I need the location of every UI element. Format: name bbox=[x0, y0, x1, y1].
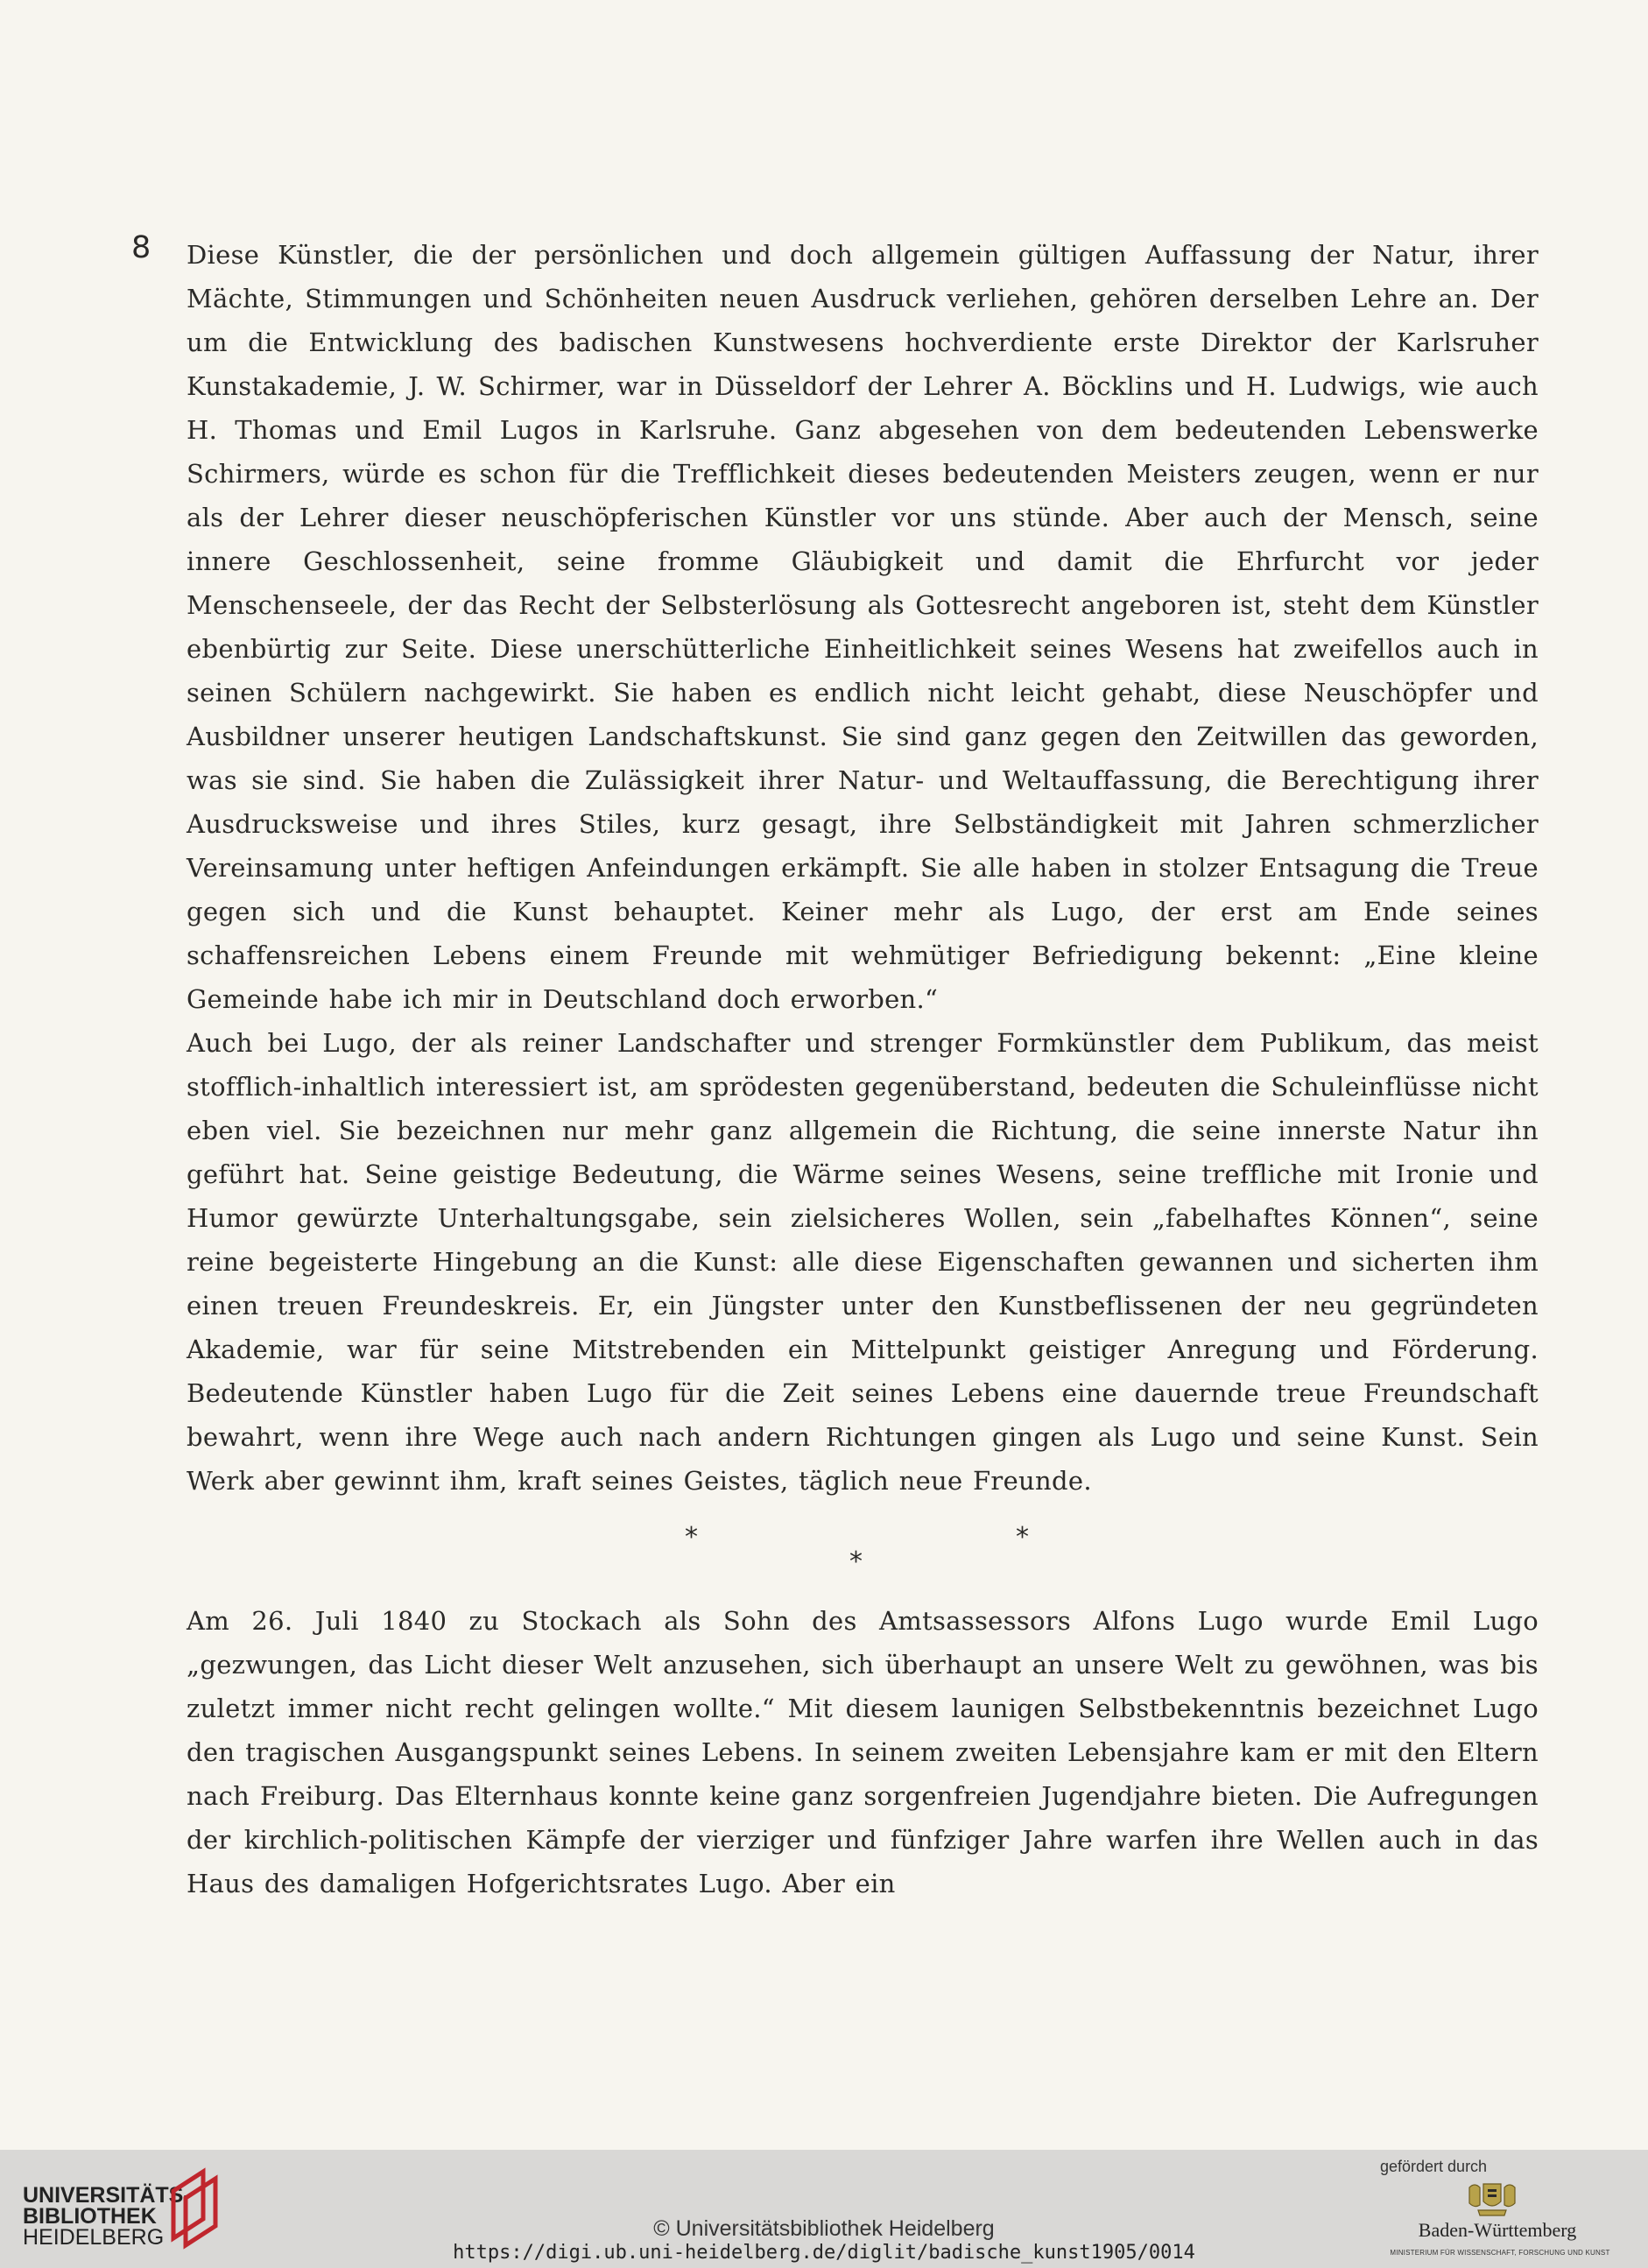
paragraph-2: Auch bei Lugo, der als reiner Landschafter und strenger Formkünstler dem Publikum, das meist stofflich-inhaltlich interessiert ist, am sprödesten gegenüberstand, bedeuten die Schuleinflüsse nicht eben viel. Sie bezeichnen nur mehr ganz allgemein die Richtung, die seine innerste Natur ihn geführt hat. Seine geistige Bedeutung, die Wärme seines Wesens, seine treffliche mit Ironie und Humor gewürzte Unterhaltungsgabe, sein zielsicheres Wollen, sein „fabelhaftes Können“, seine reine begeisterte Hingebung an die Kunst: alle diese Eigenschaften gewannen und sicherten ihm einen treuen Freundeskreis. Er, ein Jüngster unter den Kunstbeflissenen der neu gegründeten Akademie, war für seine Mitstrebenden ein Mittelpunkt geistiger Anregung und Förderung. Bedeutende Künstler haben Lugo für die Zeit seines Lebens eine dauernde treue Freundschaft bewahrt, wenn ihre Wege auch nach andern Richtungen gingen als Lugo und seine Kunst. Sein Werk aber gewinnt ihm, kraft seines Geistes, täglich neue Freunde. bbox=[187, 1028, 1539, 1496]
asterism-star-right: * bbox=[1016, 1522, 1029, 1553]
baden-wuerttemberg-crest-icon bbox=[1464, 2179, 1520, 2217]
funder-ministry: MINISTERIUM FÜR WISSENSCHAFT, FORSCHUNG UND KUNST bbox=[1390, 2249, 1610, 2257]
paragraph-3: Am 26. Juli 1840 zu Stockach als Sohn des Amtsassessors Alfons Lugo wurde Emil Lugo „gezwungen, das Licht dieser Welt anzusehen, sich überhaupt an unsere Welt zu gewöhnen, was bis zuletzt immer nicht recht gelingen wollte.“ Mit diesem launigen Selbstbekenntnis bezeichnet Lugo den tragischen Ausgangspunkt seines Lebens. In seinem zweiten Lebensjahre kam er mit den Eltern nach Freiburg. Das Elternhaus konnte keine ganz sorgenfreien Jugendjahre bieten. Die Aufregungen der kirchlich-politischen Kämpfe der vierziger und fünfziger Jahre warfen ihre Wellen auch in das Haus des damaligen Hofgerichtsrates Lugo. Aber ein bbox=[187, 1606, 1539, 1898]
body-text-section-1 bbox=[187, 233, 1539, 1503]
asterism-star-bottom: * bbox=[849, 1546, 863, 1577]
library-name-line-2: BIBLIOTHEK bbox=[23, 2204, 157, 2229]
funder-name: Baden-Württemberg bbox=[1418, 2219, 1577, 2241]
body-text-section-2 bbox=[187, 1599, 1539, 1905]
asterism-star-left: * bbox=[685, 1522, 698, 1553]
funded-by-label: gefördert durch bbox=[1380, 2158, 1488, 2175]
copyright-notice: © Universitätsbibliothek Heidelberg bbox=[653, 2216, 995, 2241]
library-name-line-3: HEIDELBERG bbox=[23, 2225, 165, 2250]
page-number: 8 bbox=[131, 230, 151, 265]
permalink-url[interactable]: https://digi.ub.uni-heidelberg.de/diglit/badische_kunst1905/0014 bbox=[453, 2242, 1195, 2264]
library-name-line-1: UNIVERSITÄTS- bbox=[23, 2183, 191, 2208]
paragraph-1: Diese Künstler, die der persönlichen und doch allgemein gültigen Auffassung der Natur, ihrer Mächte, Stimmungen und Schönheiten neuen Ausdruck verliehen, gehören derselben Lehre an. Der um die Entwicklung des badischen Kunstwesens hochverdiente erste Direktor der Karlsruher Kunstakademie, J. W. Schirmer, war in Düsseldorf der Lehrer A. Böcklins und H. Ludwigs, wie auch H. Thomas und Emil Lugos in Karlsruhe. Ganz abgesehen von dem bedeutenden Lebenswerke Schirmers, würde es schon für die Trefflichkeit dieses bedeutenden Meisters zeugen, wenn er nur als der Lehrer dieser neuschöpferischen Künstler vor uns stünde. Aber auch der Mensch, seine innere Geschlossenheit, seine fromme Gläubigkeit und damit die Ehrfurcht vor jeder Menschenseele, der das Recht der Selbsterlösung als Gottesrecht angeboren ist, steht dem Künstler ebenbürtig zur Seite. Diese unerschütterliche Einheitlichkeit seines Wesens hat zweifellos auch in seinen Schülern nachgewirkt. Sie haben es endlich nicht leicht gehabt, diese Neuschöpfer und Ausbildner unserer heutigen Landschaftskunst. Sie sind ganz gegen den Zeitwillen das geworden, was sie sind. Sie haben die Zulässigkeit ihrer Natur- und Weltauffassung, die Berechtigung ihrer Ausdrucksweise und ihres Stiles, kurz gesagt, ihre Selbständigkeit mit Jahren schmerzlicher Vereinsamung unter heftigen Anfeindungen erkämpft. Sie alle haben in stolzer Entsagung die Treue gegen sich und die Kunst behauptet. Keiner mehr als Lugo, der erst am Ende seines schaffensreichen Lebens einem Freunde mit wehmütiger Befriedigung bekennt: „Eine kleine Gemeinde habe ich mir in Deutschland doch erworben.“ bbox=[187, 240, 1539, 1014]
